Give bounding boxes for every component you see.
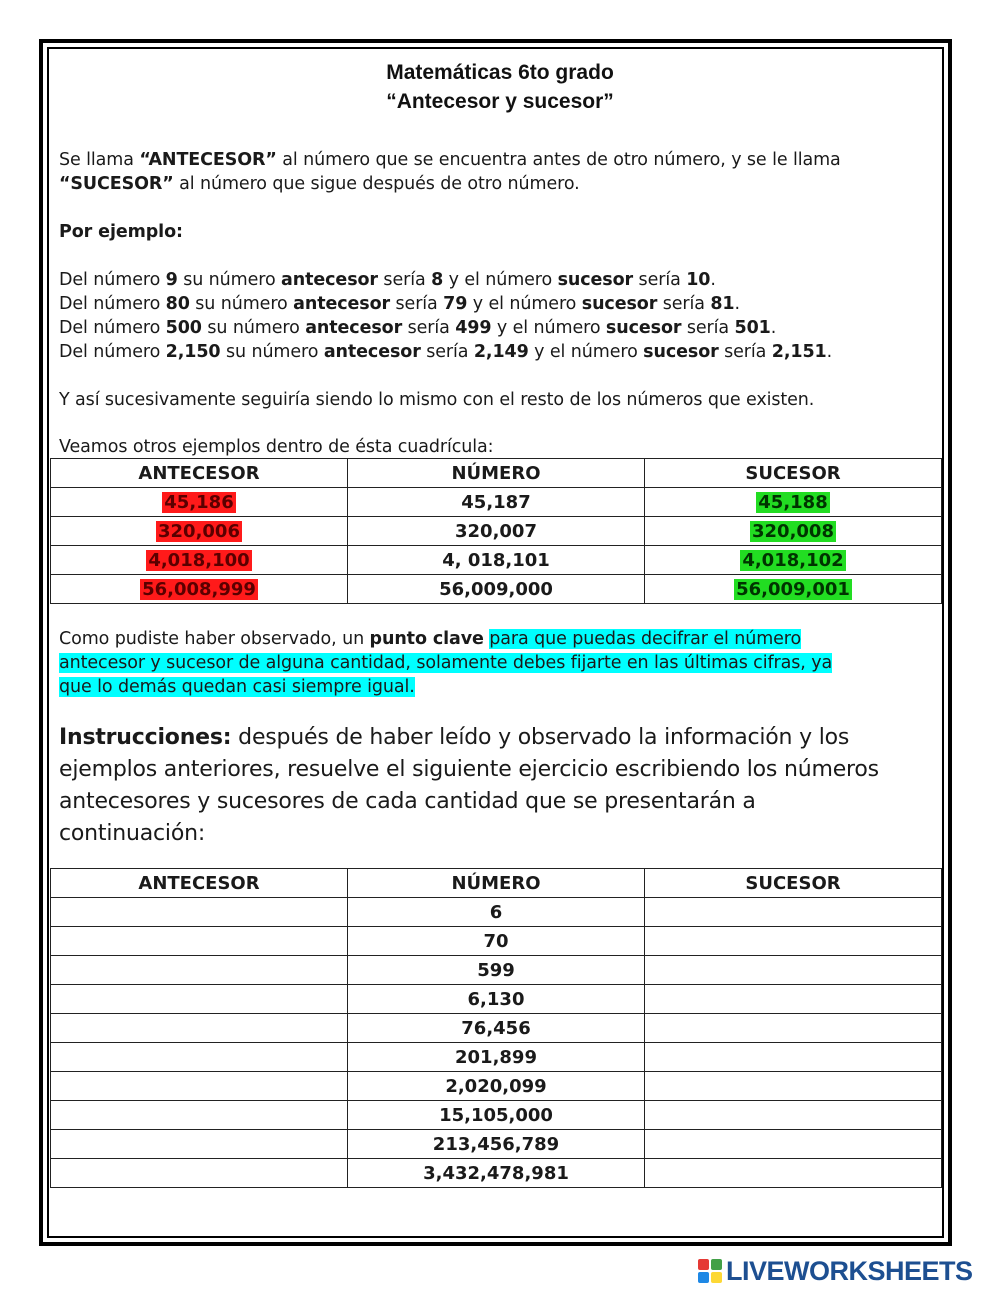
sucesor-value: 45,188 bbox=[758, 491, 828, 513]
numero-value: 70 bbox=[348, 927, 645, 956]
logo-text: LIVEWORKSHEETS bbox=[726, 1255, 973, 1286]
example-line: Del número 9 su número antecesor sería 8 y el número sucesor sería 10. bbox=[59, 270, 716, 290]
numero-value: 599 bbox=[348, 956, 645, 985]
sucesor-answer-field[interactable] bbox=[645, 927, 942, 956]
example-line: Del número 80 su número antecesor sería 79 y el número sucesor sería 81. bbox=[59, 294, 740, 314]
table-row bbox=[51, 488, 942, 517]
page-subtitle: “Antecesor y sucesor” bbox=[386, 90, 614, 113]
sucesor-value: 320,008 bbox=[752, 520, 834, 542]
numero-value: 6,130 bbox=[348, 985, 645, 1014]
page-title: Matemáticas 6to grado bbox=[386, 61, 614, 84]
instructions-paragraph: Instrucciones: después de haber leído y observado la información y los ejemplos anteriores, resuelve el siguiente ejercicio escribiendo los números antecesores y sucesores de cada cantidad que se presentarán a continuación: bbox=[59, 725, 879, 846]
column-header-antecesor: ANTECESOR bbox=[51, 869, 348, 898]
antecesor-value: 45,186 bbox=[164, 491, 234, 513]
sucesor-answer-field[interactable] bbox=[645, 956, 942, 985]
antecesor-value: 56,008,999 bbox=[142, 578, 256, 600]
numero-value: 201,899 bbox=[348, 1043, 645, 1072]
sucesor-answer-field[interactable] bbox=[645, 1101, 942, 1130]
table-row bbox=[51, 1072, 942, 1101]
column-header-antecesor: ANTECESOR bbox=[51, 459, 348, 488]
sucesor-answer-field[interactable] bbox=[645, 898, 942, 927]
exercise-table bbox=[50, 868, 942, 1188]
antecesor-answer-field[interactable] bbox=[51, 927, 348, 956]
antecesor-answer-field[interactable] bbox=[51, 985, 348, 1014]
antecesor-answer-field[interactable] bbox=[51, 1072, 348, 1101]
table-row bbox=[51, 927, 942, 956]
table-row bbox=[51, 1159, 942, 1188]
table-intro: Veamos otros ejemplos dentro de ésta cuadrícula: bbox=[59, 437, 494, 457]
antecesor-answer-field[interactable] bbox=[51, 1043, 348, 1072]
antecesor-answer-field[interactable] bbox=[51, 898, 348, 927]
column-header-sucesor: SUCESOR bbox=[645, 869, 942, 898]
column-header-numero: NÚMERO bbox=[348, 869, 645, 898]
table-row bbox=[51, 1014, 942, 1043]
antecesor-answer-field[interactable] bbox=[51, 1101, 348, 1130]
table-row bbox=[51, 575, 942, 604]
sucesor-value: 4,018,102 bbox=[742, 549, 844, 571]
intro-paragraph: Se llama “ANTECESOR” al número que se encuentra antes de otro número, y se le llama “SUCESOR” al número que sigue después de otro número. bbox=[59, 150, 841, 194]
column-header-sucesor: SUCESOR bbox=[645, 459, 942, 488]
numero-value: 45,187 bbox=[348, 488, 645, 517]
numero-value: 15,105,000 bbox=[348, 1101, 645, 1130]
sucesor-answer-field[interactable] bbox=[645, 1014, 942, 1043]
example-line: Del número 500 su número antecesor sería 499 y el número sucesor sería 501. bbox=[59, 318, 777, 338]
numero-value: 56,009,000 bbox=[348, 575, 645, 604]
example-heading: Por ejemplo: bbox=[59, 222, 183, 242]
numero-value: 76,456 bbox=[348, 1014, 645, 1043]
column-header-numero: NÚMERO bbox=[348, 459, 645, 488]
antecesor-answer-field[interactable] bbox=[51, 956, 348, 985]
numero-value: 6 bbox=[348, 898, 645, 927]
table-row bbox=[51, 985, 942, 1014]
antecesor-value: 320,006 bbox=[158, 520, 240, 542]
table-header-row bbox=[51, 869, 942, 898]
liveworksheets-logo-icon bbox=[698, 1259, 722, 1283]
numero-value: 2,020,099 bbox=[348, 1072, 645, 1101]
table-row bbox=[51, 1043, 942, 1072]
table-row bbox=[51, 1130, 942, 1159]
table-row bbox=[51, 546, 942, 575]
antecesor-value: 4,018,100 bbox=[148, 549, 250, 571]
numero-value: 213,456,789 bbox=[348, 1130, 645, 1159]
table-row bbox=[51, 517, 942, 546]
table-row bbox=[51, 1101, 942, 1130]
tip-paragraph: Como pudiste haber observado, un punto clave para que puedas decifrar el número antecesor y sucesor de alguna cantidad, solamente debes fijarte en las últimas cifras, ya que lo demás quedan casi siempre igual. bbox=[59, 629, 833, 697]
example-line: Del número 2,150 su número antecesor sería 2,149 y el número sucesor sería 2,151. bbox=[59, 342, 833, 362]
antecesor-answer-field[interactable] bbox=[51, 1159, 348, 1188]
continuation-text: Y así sucesivamente seguiría siendo lo mismo con el resto de los números que existen. bbox=[59, 390, 815, 410]
examples-list bbox=[59, 268, 909, 364]
liveworksheets-logo[interactable] bbox=[698, 1256, 973, 1286]
sucesor-answer-field[interactable] bbox=[645, 1159, 942, 1188]
table-header-row bbox=[51, 459, 942, 488]
sucesor-value: 56,009,001 bbox=[736, 578, 850, 600]
antecesor-answer-field[interactable] bbox=[51, 1130, 348, 1159]
table-row bbox=[51, 956, 942, 985]
numero-value: 4, 018,101 bbox=[348, 546, 645, 575]
table-row bbox=[51, 898, 942, 927]
sucesor-answer-field[interactable] bbox=[645, 1130, 942, 1159]
sucesor-answer-field[interactable] bbox=[645, 1072, 942, 1101]
antecesor-answer-field[interactable] bbox=[51, 1014, 348, 1043]
numero-value: 320,007 bbox=[348, 517, 645, 546]
numero-value: 3,432,478,981 bbox=[348, 1159, 645, 1188]
example-table bbox=[50, 458, 942, 604]
sucesor-answer-field[interactable] bbox=[645, 985, 942, 1014]
sucesor-answer-field[interactable] bbox=[645, 1043, 942, 1072]
